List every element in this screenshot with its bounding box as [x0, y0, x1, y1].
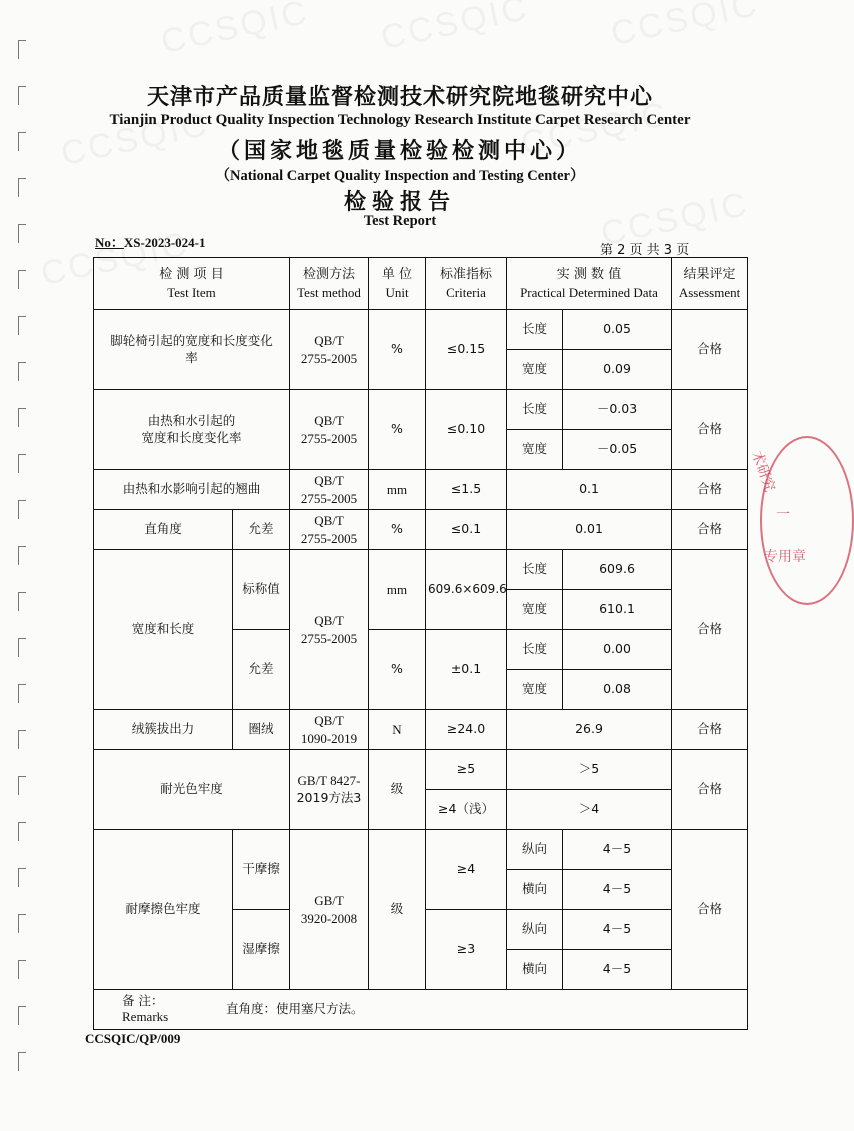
cell-assessment: 合格 [672, 310, 748, 390]
watermark-text [608, 0, 763, 54]
report-title-cn: 检验报告 [343, 190, 456, 215]
cell-unit: % [369, 510, 426, 550]
cell-data-label: 横向 [507, 870, 563, 910]
table-row [94, 510, 748, 550]
table-header-row [94, 258, 748, 310]
watermark-text [378, 0, 533, 58]
page-info: 第 2 页 共 3 页 [600, 243, 690, 258]
org-name-cn: 天津市产品质量监督检测技术研究院地毯研究中心 [146, 85, 653, 110]
cell-criteria: ≥3 [426, 910, 507, 990]
cell-criteria: ≥5 [426, 750, 507, 790]
cell-data-value: 609.6 [563, 550, 672, 590]
cell-unit: N [369, 710, 426, 750]
cell-data-label: 宽度 [507, 350, 563, 390]
cell-item: 由热和水影响引起的翘曲 [94, 470, 290, 510]
remarks-text: 直角度：使用塞尺方法。 [226, 1001, 364, 1017]
watermark-text [158, 0, 313, 62]
cell-criteria: ≥24.0 [426, 710, 507, 750]
center-name-cn: （国家地毯质量检验检测中心） [217, 139, 582, 164]
cell-method: GB/T 3920-2008 [290, 830, 369, 990]
cell-unit: % [369, 630, 426, 710]
report-number [95, 232, 206, 251]
cell-assessment: 合格 [672, 830, 748, 990]
cell-assessment: 合格 [672, 710, 748, 750]
org-name-en: Tianjin Product Quality Inspection Technology Research Institute Carpet Research Center [109, 112, 691, 128]
col-header-criteria: 标准指标 Criteria [426, 258, 507, 310]
cell-data-label: 宽度 [507, 590, 563, 630]
cell-item: 由热和水引起的 宽度和长度变化率 [94, 390, 290, 470]
remarks-row [94, 990, 748, 1030]
cell-assessment: 合格 [672, 390, 748, 470]
table-row [94, 710, 748, 750]
footer-code: CCSQIC/QP/009 [85, 1031, 181, 1046]
seal-text: 一 [776, 507, 790, 523]
cell-subitem: 允差 [233, 630, 290, 710]
cell-unit: mm [369, 550, 426, 630]
cell-criteria: ≥4（浅） [426, 790, 507, 830]
cell-method: QB/T 2755-2005 [290, 390, 369, 470]
remarks-label-cn: 备 注： [122, 992, 164, 1008]
cell-method: QB/T 1090-2019 [290, 710, 369, 750]
center-name-en: （National Carpet Quality Inspection and Testing Center） [215, 168, 585, 184]
cell-data-label: 长度 [507, 310, 563, 350]
cell-unit: % [369, 390, 426, 470]
cell-data-label: 横向 [507, 950, 563, 990]
cell-data-value: 4－5 [563, 830, 672, 870]
cell-item: 绒簇拔出力 [94, 710, 233, 750]
cell-item: 脚轮椅引起的宽度和长度变化率 [94, 310, 290, 390]
cell-criteria: ≤0.1 [426, 510, 507, 550]
cell-method: QB/T 2755-2005 [290, 310, 369, 390]
seal-text: 专用章 [764, 549, 806, 565]
cell-data-value: 4－5 [563, 870, 672, 910]
cell-item: 宽度和长度 [94, 550, 233, 710]
cell-criteria: ≤1.5 [426, 470, 507, 510]
col-header-unit: 单 位 Unit [369, 258, 426, 310]
cell-data-label: 宽度 [507, 670, 563, 710]
cell-data-label: 长度 [507, 390, 563, 430]
col-header-item: 检 测 项 目 Test Item [94, 258, 290, 310]
cell-data-value: ＞4 [507, 790, 672, 830]
cell-criteria: ≥4 [426, 830, 507, 910]
cell-criteria: ±0.1 [426, 630, 507, 710]
cell-criteria: 609.6×609.6 [426, 550, 507, 630]
table-row [94, 470, 748, 510]
table-row [94, 830, 748, 870]
cell-assessment: 合格 [672, 510, 748, 550]
cell-assessment: 合格 [672, 550, 748, 710]
cell-data-value: 0.09 [563, 350, 672, 390]
cell-method: GB/T 8427- 2019方法3 [290, 750, 369, 830]
cell-unit: 级 [369, 750, 426, 830]
report-number-value: XS-2023-024-1 [123, 235, 206, 250]
cell-data-value: 4－5 [563, 950, 672, 990]
cell-criteria: ≤0.15 [426, 310, 507, 390]
table-row [94, 750, 748, 790]
remarks-label-en: Remarks [122, 1009, 169, 1025]
cell-data-value: 0.00 [563, 630, 672, 670]
table-row [94, 310, 748, 350]
cell-data-value: 0.1 [507, 470, 672, 510]
cell-data-value: 4－5 [563, 910, 672, 950]
cell-data-label: 宽度 [507, 430, 563, 470]
cell-data-value: 0.05 [563, 310, 672, 350]
cell-subitem: 干摩擦 [233, 830, 290, 910]
cell-data-label: 纵向 [507, 830, 563, 870]
cell-unit: mm [369, 470, 426, 510]
test-report-table [93, 257, 748, 1030]
table-row [94, 390, 748, 430]
cell-unit: % [369, 310, 426, 390]
cell-data-value: －0.05 [563, 430, 672, 470]
cell-method: QB/T 2755-2005 [290, 470, 369, 510]
cell-data-value: ＞5 [507, 750, 672, 790]
official-seal [748, 436, 854, 605]
cell-data-label: 纵向 [507, 910, 563, 950]
cell-subitem: 允差 [233, 510, 290, 550]
cell-data-value: 0.08 [563, 670, 672, 710]
cell-subitem: 标称值 [233, 550, 290, 630]
cell-data-value: 0.01 [507, 510, 672, 550]
cell-assessment: 合格 [672, 750, 748, 830]
cell-data-label: 长度 [507, 550, 563, 590]
cell-unit: 级 [369, 830, 426, 990]
cell-criteria: ≤0.10 [426, 390, 507, 470]
col-header-result: 实 测 数 值 Practical Determined Data [507, 258, 672, 310]
seal-text: 术研究 [748, 449, 778, 494]
report-title-en: Test Report [363, 213, 437, 229]
cell-assessment: 合格 [672, 470, 748, 510]
cell-method: QB/T 2755-2005 [290, 550, 369, 710]
cell-method: QB/T 2755-2005 [290, 510, 369, 550]
report-number-label: No： [95, 235, 124, 250]
cell-data-value: 26.9 [507, 710, 672, 750]
cell-item: 耐摩擦色牢度 [94, 830, 233, 990]
cell-subitem: 湿摩擦 [233, 910, 290, 990]
cell-subitem: 圈绒 [233, 710, 290, 750]
cell-data-value: －0.03 [563, 390, 672, 430]
remarks-cell [94, 990, 748, 1030]
cell-data-label: 长度 [507, 630, 563, 670]
table-row [94, 550, 748, 590]
cell-data-value: 610.1 [563, 590, 672, 630]
cell-item: 耐光色牢度 [94, 750, 290, 830]
col-header-method: 检测方法 Test method [290, 258, 369, 310]
cell-item: 直角度 [94, 510, 233, 550]
col-header-assessment: 结果评定 Assessment [672, 258, 748, 310]
